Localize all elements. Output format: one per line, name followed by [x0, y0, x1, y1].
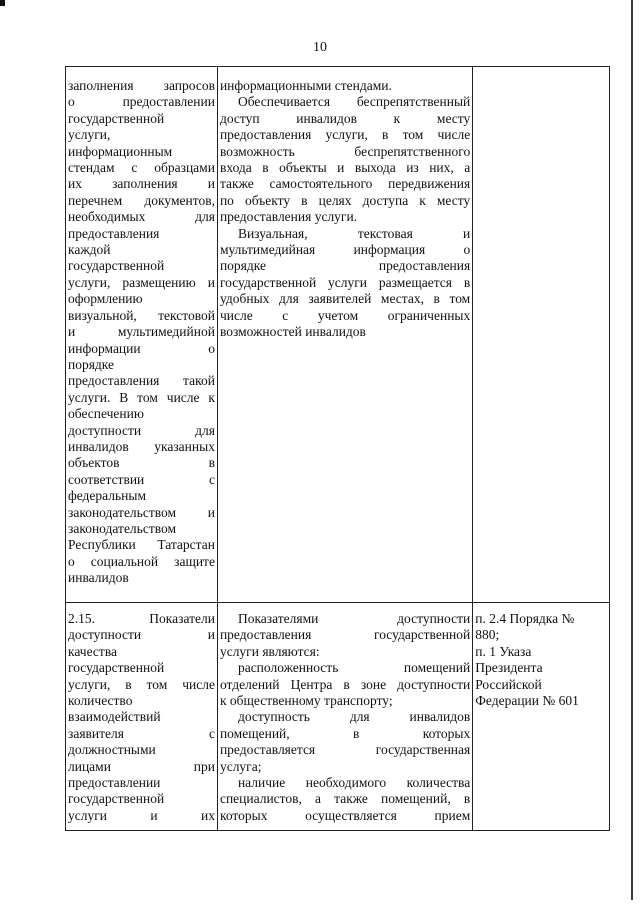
cell-line: законодательством и [68, 504, 215, 520]
cell-line: п. 1 Указа [475, 643, 532, 659]
scan-edge-line [631, 0, 633, 900]
cell-line: государственной [68, 258, 165, 274]
cell-line: предоставляется государственная [219, 742, 471, 758]
cell-line: предоставления услуги, в том числе [219, 127, 471, 143]
cell-line: п. 2.4 Порядка № [475, 611, 575, 626]
cell-line: Визуальная, текстовая и [237, 225, 471, 241]
scan-corner-mark [0, 0, 5, 6]
cell-line: услуги, [68, 127, 111, 143]
cell-line: предоставления государственной [219, 627, 471, 643]
cell-line: инвалидов [68, 570, 129, 586]
cell-line: предоставлении [68, 775, 161, 791]
cell-line: услуги, размещению и [68, 274, 215, 290]
cell-line: порядке предоставления [219, 258, 471, 274]
cell-line: услуги являются: [219, 643, 320, 659]
cell-line: федеральным [68, 488, 147, 504]
cell-line: государственной [68, 791, 165, 807]
cell-line: 2.15. Показатели [68, 611, 215, 626]
cell-line: визуальной, текстовой [68, 307, 215, 323]
description-cell [217, 67, 472, 603]
cell-line: заявителя с [68, 725, 215, 741]
table-row [66, 67, 610, 603]
requirement-cell [66, 603, 218, 831]
cell-line: услуга; [219, 758, 262, 774]
requirement-cell [66, 67, 218, 603]
regulation-table [65, 66, 610, 831]
cell-line: информации о [68, 340, 215, 356]
cell-line: предоставления такой [68, 373, 215, 389]
cell-line: специалистов, а также помещений, в [219, 791, 471, 807]
cell-line: Показателями доступности [237, 611, 471, 626]
cell-line: каждой [68, 242, 111, 258]
cell-line: предоставления [68, 225, 160, 241]
cell-line: Президента [475, 660, 543, 676]
cell-line: помещений, в которых [219, 725, 471, 741]
cell-line: услуги и их [68, 807, 215, 823]
cell-line: которых осуществляется прием [219, 807, 471, 823]
cell-line: доступности и [68, 627, 215, 643]
cell-line: также самостоятельного передвижения [219, 176, 471, 192]
cell-line: доступность для инвалидов [237, 709, 471, 725]
cell-line: о предоставлении [68, 94, 215, 110]
cell-line: услуги, в том числе [68, 676, 215, 692]
cell-line: услуги. В том числе к [68, 389, 215, 405]
cell-line: обеспечению [68, 406, 144, 422]
cell-line: и мультимедийной [68, 324, 215, 340]
cell-line: государственной [68, 110, 165, 126]
cell-line: Республики Татарстан [68, 537, 215, 553]
table-row [66, 603, 610, 831]
cell-line: объектов в [68, 455, 215, 471]
cell-line: входа в объекты и выхода из них, а [219, 160, 471, 176]
description-cell [217, 603, 472, 831]
page-number: 10 [313, 40, 327, 55]
cell-line: возможностей инвалидов [219, 324, 366, 340]
cell-line: числе с учетом ограниченных [219, 307, 471, 323]
cell-line: необходимых для [68, 209, 215, 225]
cell-line: взаимодействий [68, 709, 161, 725]
legal-basis-cell [473, 603, 610, 831]
cell-line: удобных для заявителей местах, в том [219, 291, 471, 307]
cell-line: информационными стендами. [219, 78, 392, 93]
cell-line: информационным [68, 143, 173, 159]
cell-line: предоставления услуги. [219, 209, 358, 225]
cell-line: мультимедийная информация о [219, 242, 471, 258]
cell-line: стендам с образцами [68, 160, 215, 176]
legal-basis-cell [473, 67, 610, 603]
cell-line: порядке [68, 356, 115, 372]
cell-line: возможность беспрепятственного [219, 143, 471, 159]
cell-line: отделений Центра в зоне доступности [219, 676, 471, 692]
cell-line: Обеспечивается беспрепятственный [237, 94, 471, 110]
cell-line: государственной услуги размещается в [219, 274, 471, 290]
cell-line: к общественному транспорту; [219, 693, 393, 709]
cell-line: законодательством [68, 520, 177, 536]
cell-line: инвалидов указанных [68, 438, 215, 454]
cell-line: государственной [68, 660, 165, 676]
cell-line: их заполнения и [68, 176, 215, 192]
cell-line: количество [68, 693, 133, 709]
cell-line: Федерации № 601 [475, 693, 579, 709]
cell-line: лицами при [68, 758, 215, 774]
cell-line: перечнем документов, [68, 192, 215, 208]
cell-line: доступ инвалидов к месту [219, 110, 471, 126]
cell-line: заполнения запросов [68, 78, 215, 93]
cell-line: соответствии с [68, 471, 215, 487]
cell-line: Российской [475, 676, 542, 692]
cell-line: расположенность помещений [237, 660, 471, 676]
cell-line: оформлению [68, 291, 143, 307]
cell-line: по объекту в целях доступа к месту [219, 192, 471, 208]
cell-line: 880; [475, 627, 500, 643]
cell-line: о социальной защите [68, 553, 215, 569]
cell-line: наличие необходимого количества [237, 775, 471, 791]
cell-line: доступности для [68, 422, 215, 438]
cell-line: качества [68, 643, 118, 659]
cell-line: должностными [68, 742, 156, 758]
